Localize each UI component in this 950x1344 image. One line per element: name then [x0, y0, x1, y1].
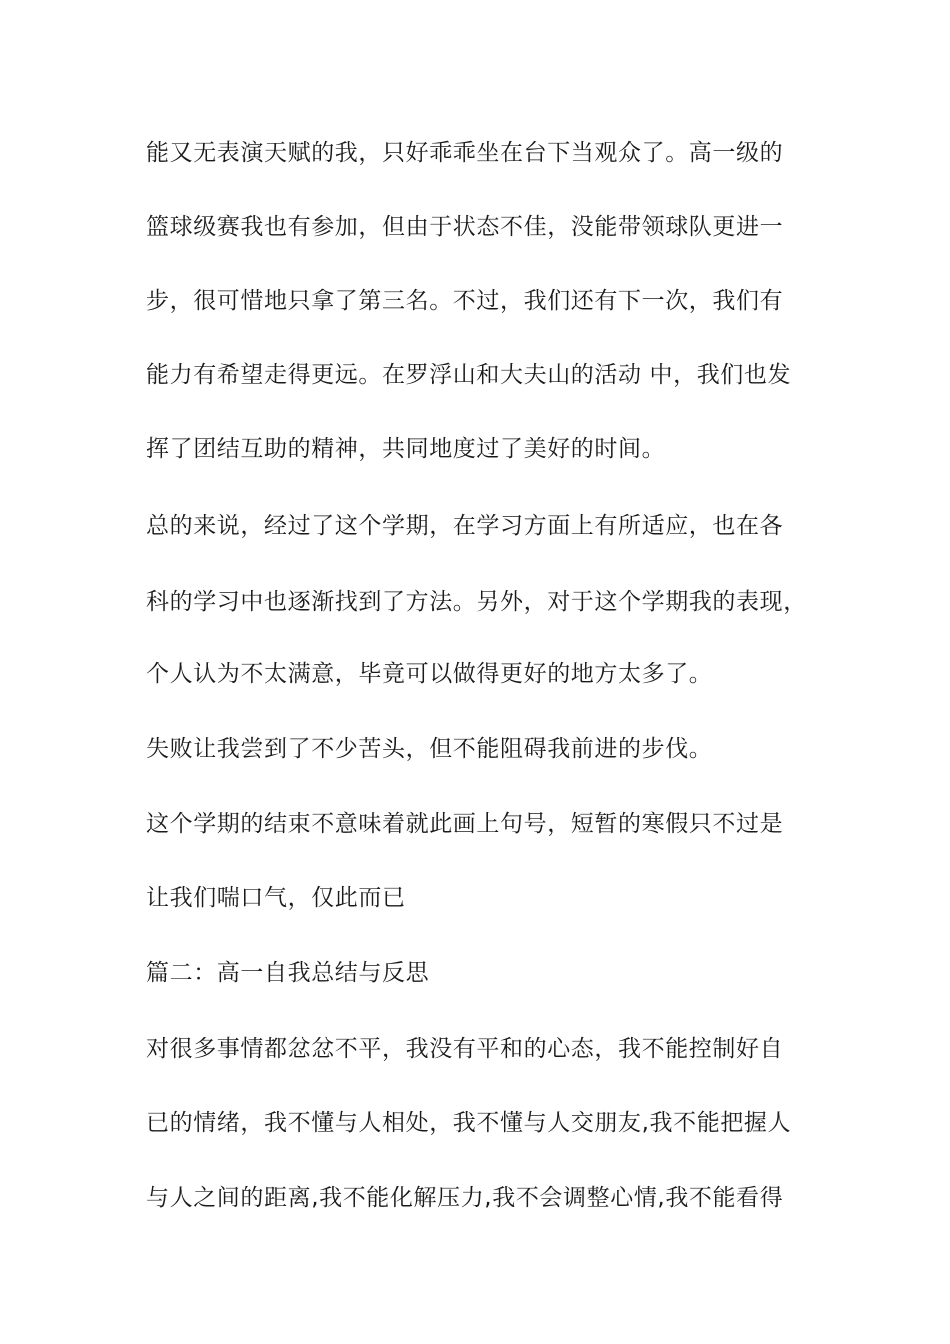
paragraph-line: 已的情绪，我不懂与人相处，我不懂与人交朋友,我不能把握人 — [146, 1110, 792, 1136]
paragraph-line: 失败让我尝到了不少苦头，但不能阻碍我前进的步伐。 — [146, 736, 713, 762]
paragraph-line: 科的学习中也逐渐找到了方法。另外，对于这个学期我的表现， — [146, 589, 807, 615]
paragraph-line: 个人认为不太满意，毕竟可以做得更好的地方太多了。 — [146, 661, 713, 687]
paragraph-line: 让我们喘口气，仅此而已 — [146, 885, 406, 911]
paragraph-line: 挥了团结互助的精神，共同地度过了美好的时间。 — [146, 436, 666, 462]
paragraph-line: 总的来说，经过了这个学期，在学习方面上有所适应，也在各 — [146, 513, 784, 539]
paragraph-line: 能力有希望走得更远。在罗浮山和大夫山的活动 中，我们也发 — [146, 362, 792, 388]
paragraph-line: 这个学期的结束不意味着就此画上句号，短暂的寒假只不过是 — [146, 811, 784, 837]
paragraph-line: 对很多事情都忿忿不平，我没有平和的心态，我不能控制好自 — [146, 1036, 784, 1062]
paragraph-line: 与人之间的距离,我不能化解压力,我不会调整心情,我不能看得 — [146, 1185, 784, 1211]
paragraph-line: 能又无表演天赋的我，只好乖乖坐在台下当观众了。高一级的 — [146, 140, 784, 166]
paragraph-line: 篮球级赛我也有参加，但由于状态不佳，没能带领球队更进一 — [146, 214, 784, 240]
paragraph-line: 步，很可惜地只拿了第三名。不过，我们还有下一次，我们有 — [146, 288, 784, 314]
section-heading: 篇二：高一自我总结与反思 — [146, 960, 430, 986]
